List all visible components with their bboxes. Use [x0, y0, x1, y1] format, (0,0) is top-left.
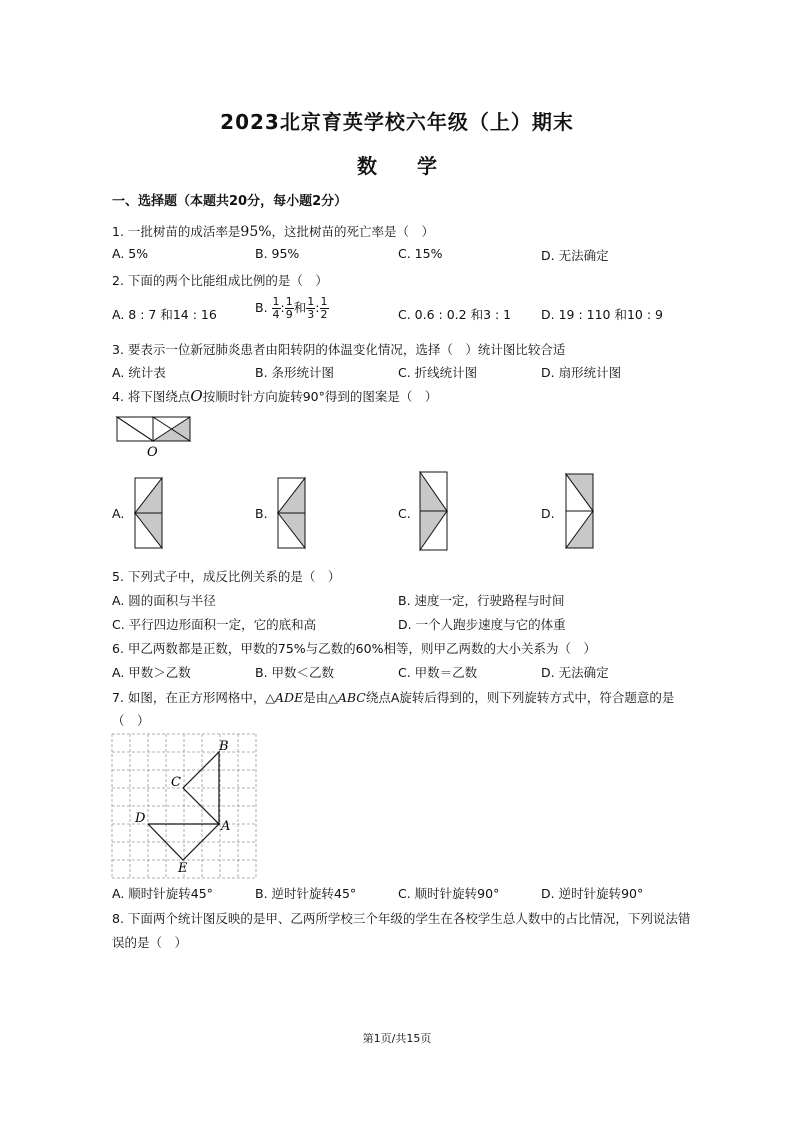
q7-option-c[interactable]: C. 顺时针旋转90° [398, 886, 500, 901]
q1-option-a[interactable]: A. 5% [112, 246, 149, 261]
q3-option-c[interactable]: C. 折线统计图 [398, 365, 478, 380]
q3-option-d[interactable]: D. 扇形统计图 [541, 365, 622, 380]
question-5-stem: 5. 下列式子中，成反比例关系的是（ ） [112, 569, 341, 584]
q7-stem-mid: 是由△ [303, 690, 338, 705]
colon: : [315, 300, 320, 315]
q4-option-c-figure [420, 472, 447, 550]
question-8-stem-line2: 误的是（ ） [112, 935, 188, 950]
q6-option-d[interactable]: D. 无法确定 [541, 665, 609, 680]
q4-stem-tail: 按顺时针方向旋转90°得到的图案是（ ） [202, 389, 438, 404]
subject-title: 数 学 [357, 154, 437, 178]
q7-label-d: D [135, 811, 146, 826]
q7-option-b[interactable]: B. 逆时针旋转45° [255, 886, 357, 901]
q3-option-a[interactable]: A. 统计表 [112, 365, 166, 380]
q7-label-c: C [171, 775, 181, 790]
q7-stem-text: 7. 如图，在正方形网格中，△ [112, 690, 276, 705]
fraction: $\frac{1}{2}$ [320, 295, 328, 321]
q2-b-prefix: B. [255, 300, 268, 315]
question-3-stem: 3. 要表示一位新冠肺炎患者由阳转阴的体温变化情况，选择（ ）统计图比较合适 [112, 342, 566, 357]
q1-option-d[interactable]: D. 无法确定 [541, 248, 609, 263]
q7-label-e: E [178, 861, 188, 876]
q1-option-c[interactable]: C. 15% [398, 246, 443, 261]
q4-option-d[interactable]: D. [541, 506, 555, 521]
q7-tri-ade: ADE [275, 690, 304, 705]
q7-option-a[interactable]: A. 顺时针旋转45° [112, 886, 213, 901]
question-2-stem: 2. 下面的两个比能组成比例的是（ ） [112, 273, 328, 288]
q2-option-a[interactable]: A. 8 : 7 和14 : 16 [112, 307, 217, 322]
q1-rate: 95% [240, 224, 272, 240]
q5-option-d[interactable]: D. 一个人跑步速度与它的体重 [398, 617, 566, 632]
q6-option-a[interactable]: A. 甲数＞乙数 [112, 665, 191, 680]
q2-option-c[interactable]: C. 0.6 : 0.2 和3 : 1 [398, 307, 512, 322]
q7-option-d[interactable]: D. 逆时针旋转90° [541, 886, 644, 901]
q5-option-c[interactable]: C. 平行四边形面积一定，它的底和高 [112, 617, 317, 632]
q7-label-b: B [219, 739, 229, 754]
and-word: 和 [293, 300, 307, 315]
q4-stem-text: 4. 将下图绕点 [112, 389, 191, 404]
q4-point: O [190, 387, 203, 405]
q1-option-b[interactable]: B. 95% [255, 246, 300, 261]
q4-option-c[interactable]: C. [398, 506, 411, 521]
q4-option-b[interactable]: B. [255, 506, 268, 521]
question-7-stem [112, 688, 674, 706]
fraction: $\frac{1}{3}$ [307, 295, 315, 321]
q2-option-d[interactable]: D. 19 : 110 和10 : 9 [541, 307, 663, 322]
colon: : [280, 300, 285, 315]
section-heading: 一、选择题（本题共20分，每小题2分） [112, 194, 348, 209]
page-footer: 第1页/共15页 [362, 1032, 432, 1045]
q5-option-a[interactable]: A. 圆的面积与半径 [112, 593, 216, 608]
q4-option-d-figure [566, 474, 593, 548]
q4-option-a-figure [135, 478, 162, 548]
q4-original-figure [117, 417, 190, 441]
q4-point-label: O [147, 445, 158, 460]
q7-tri-abc: ABC [337, 690, 366, 705]
q4-option-a[interactable]: A. [112, 506, 125, 521]
q7-stem-tail: 绕点A旋转后得到的，则下列旋转方式中，符合题意的是 [365, 690, 675, 705]
question-6-stem: 6. 甲乙两数都是正数，甲数的75%与乙数的60%相等，则甲乙两数的大小关系为（ ） [112, 641, 596, 656]
q3-option-b[interactable]: B. 条形统计图 [255, 365, 335, 380]
q1-stem-tail: ，这批树苗的死亡率是（ ） [271, 224, 435, 239]
fraction: $\frac{1}{9}$ [285, 295, 293, 321]
q4-option-b-figure [278, 478, 305, 548]
question-8-stem: 8. 下面两个统计图反映的是甲、乙两所学校三个年级的学生在各校学生总人数中的占比情况，下列说法错 [112, 911, 691, 926]
fraction: $\frac{1}{4}$ [272, 295, 280, 321]
question-7-stem-line2: （ ） [112, 713, 150, 728]
q7-grid [112, 734, 256, 878]
q1-stem-text: 1. 一批树苗的成活率是 [112, 224, 241, 239]
q7-label-a: A [221, 819, 231, 834]
q6-option-b[interactable]: B. 甲数＜乙数 [255, 665, 335, 680]
page-title: 2023北京育英学校六年级（上）期末 [220, 110, 574, 134]
q6-option-c[interactable]: C. 甲数＝乙数 [398, 665, 478, 680]
q5-option-b[interactable]: B. 速度一定，行驶路程与时间 [398, 593, 565, 608]
